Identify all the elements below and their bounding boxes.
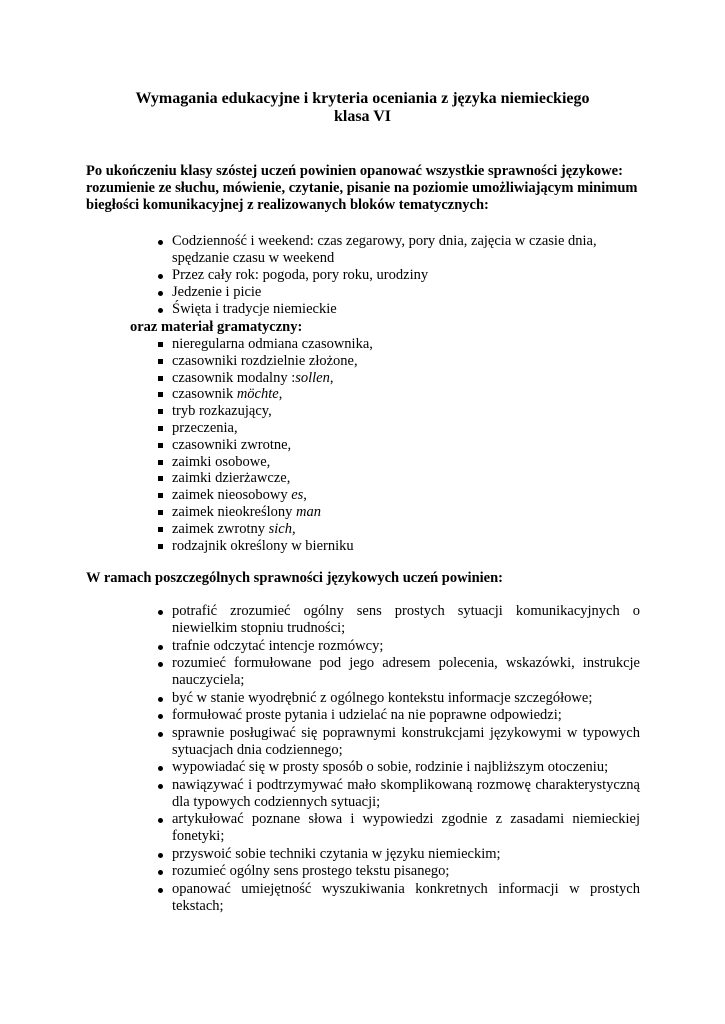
- list-item: artykułować poznane słowa i wypowiedzi zgodnie z zasadami niemieckiej fonetyki;: [172, 811, 640, 845]
- list-item: Przez cały rok: pogoda, pory roku, urodziny: [172, 267, 612, 284]
- skills-list: [172, 603, 640, 915]
- list-item: nieregularna odmiana czasownika,: [172, 336, 472, 353]
- list-item: Święta i tradycje niemieckie: [172, 301, 612, 318]
- list-item: przyswoić sobie techniki czytania w języku niemieckim;: [172, 846, 640, 863]
- list-item: rodzajnik określony w bierniku: [172, 538, 472, 555]
- list-item: opanować umiejętność wyszukiwania konkretnych informacji w prostych tekstach;: [172, 881, 640, 915]
- list-item: przeczenia,: [172, 420, 472, 437]
- list-item: rozumieć formułowane pod jego adresem polecenia, wskazówki, instrukcje nauczyciela;: [172, 655, 640, 689]
- list-item: czasownik möchte,: [172, 386, 472, 403]
- list-item: sprawnie posługiwać się poprawnymi konstrukcjami językowymi w typowych sytuacjach dnia codziennego;: [172, 725, 640, 759]
- skills-heading: W ramach poszczególnych sprawności językowych uczeń powinien:: [86, 570, 503, 586]
- list-item: zaimek nieokreślony man: [172, 504, 472, 521]
- list-item: być w stanie wyodrębnić z ogólnego kontekstu informacje szczegółowe;: [172, 690, 640, 707]
- list-item: wypowiadać się w prosty sposób o sobie, rodzinie i najbliższym otoczeniu;: [172, 759, 640, 776]
- topics-list: [172, 233, 612, 318]
- intro-paragraph: Po ukończeniu klasy szóstej uczeń powinien opanować wszystkie sprawności językowe: rozumienie ze słuchu, mówienie, czytanie, pisanie na poziomie umożliwiającym minimum biegłości komunikacyjnej z realizowanych bloków tematycznych:: [86, 163, 638, 213]
- list-item: czasownik modalny :sollen,: [172, 370, 472, 387]
- list-item: Codzienność i weekend: czas zegarowy, pory dnia, zajęcia w czasie dnia, spędzanie czasu w weekend: [172, 233, 612, 267]
- document-title-line1: Wymagania edukacyjne i kryteria oceniania z języka niemieckiego: [135, 90, 590, 107]
- list-item: rozumieć ogólny sens prostego tekstu pisanego;: [172, 863, 640, 880]
- list-item: tryb rozkazujący,: [172, 403, 472, 420]
- list-item: zaimek nieosobowy es,: [172, 487, 472, 504]
- list-item: nawiązywać i podtrzymywać mało skomplikowaną rozmowę charakterystyczną dla typowych codziennych sytuacji;: [172, 777, 640, 811]
- list-item: zaimki osobowe,: [172, 454, 472, 471]
- grammar-list: [172, 336, 472, 554]
- list-item: czasowniki zwrotne,: [172, 437, 472, 454]
- list-item: zaimek zwrotny sich,: [172, 521, 472, 538]
- list-item: trafnie odczytać intencje rozmówcy;: [172, 638, 640, 655]
- document-title-line2: klasa VI: [333, 108, 392, 125]
- list-item: czasowniki rozdzielnie złożone,: [172, 353, 472, 370]
- list-item: zaimki dzierżawcze,: [172, 470, 472, 487]
- grammar-heading: oraz materiał gramatyczny:: [130, 319, 303, 335]
- list-item: Jedzenie i picie: [172, 284, 612, 301]
- list-item: potrafić zrozumieć ogólny sens prostych sytuacji komunikacyjnych o niewielkim stopniu trudności;: [172, 603, 640, 637]
- list-item: formułować proste pytania i udzielać na nie poprawne odpowiedzi;: [172, 707, 640, 724]
